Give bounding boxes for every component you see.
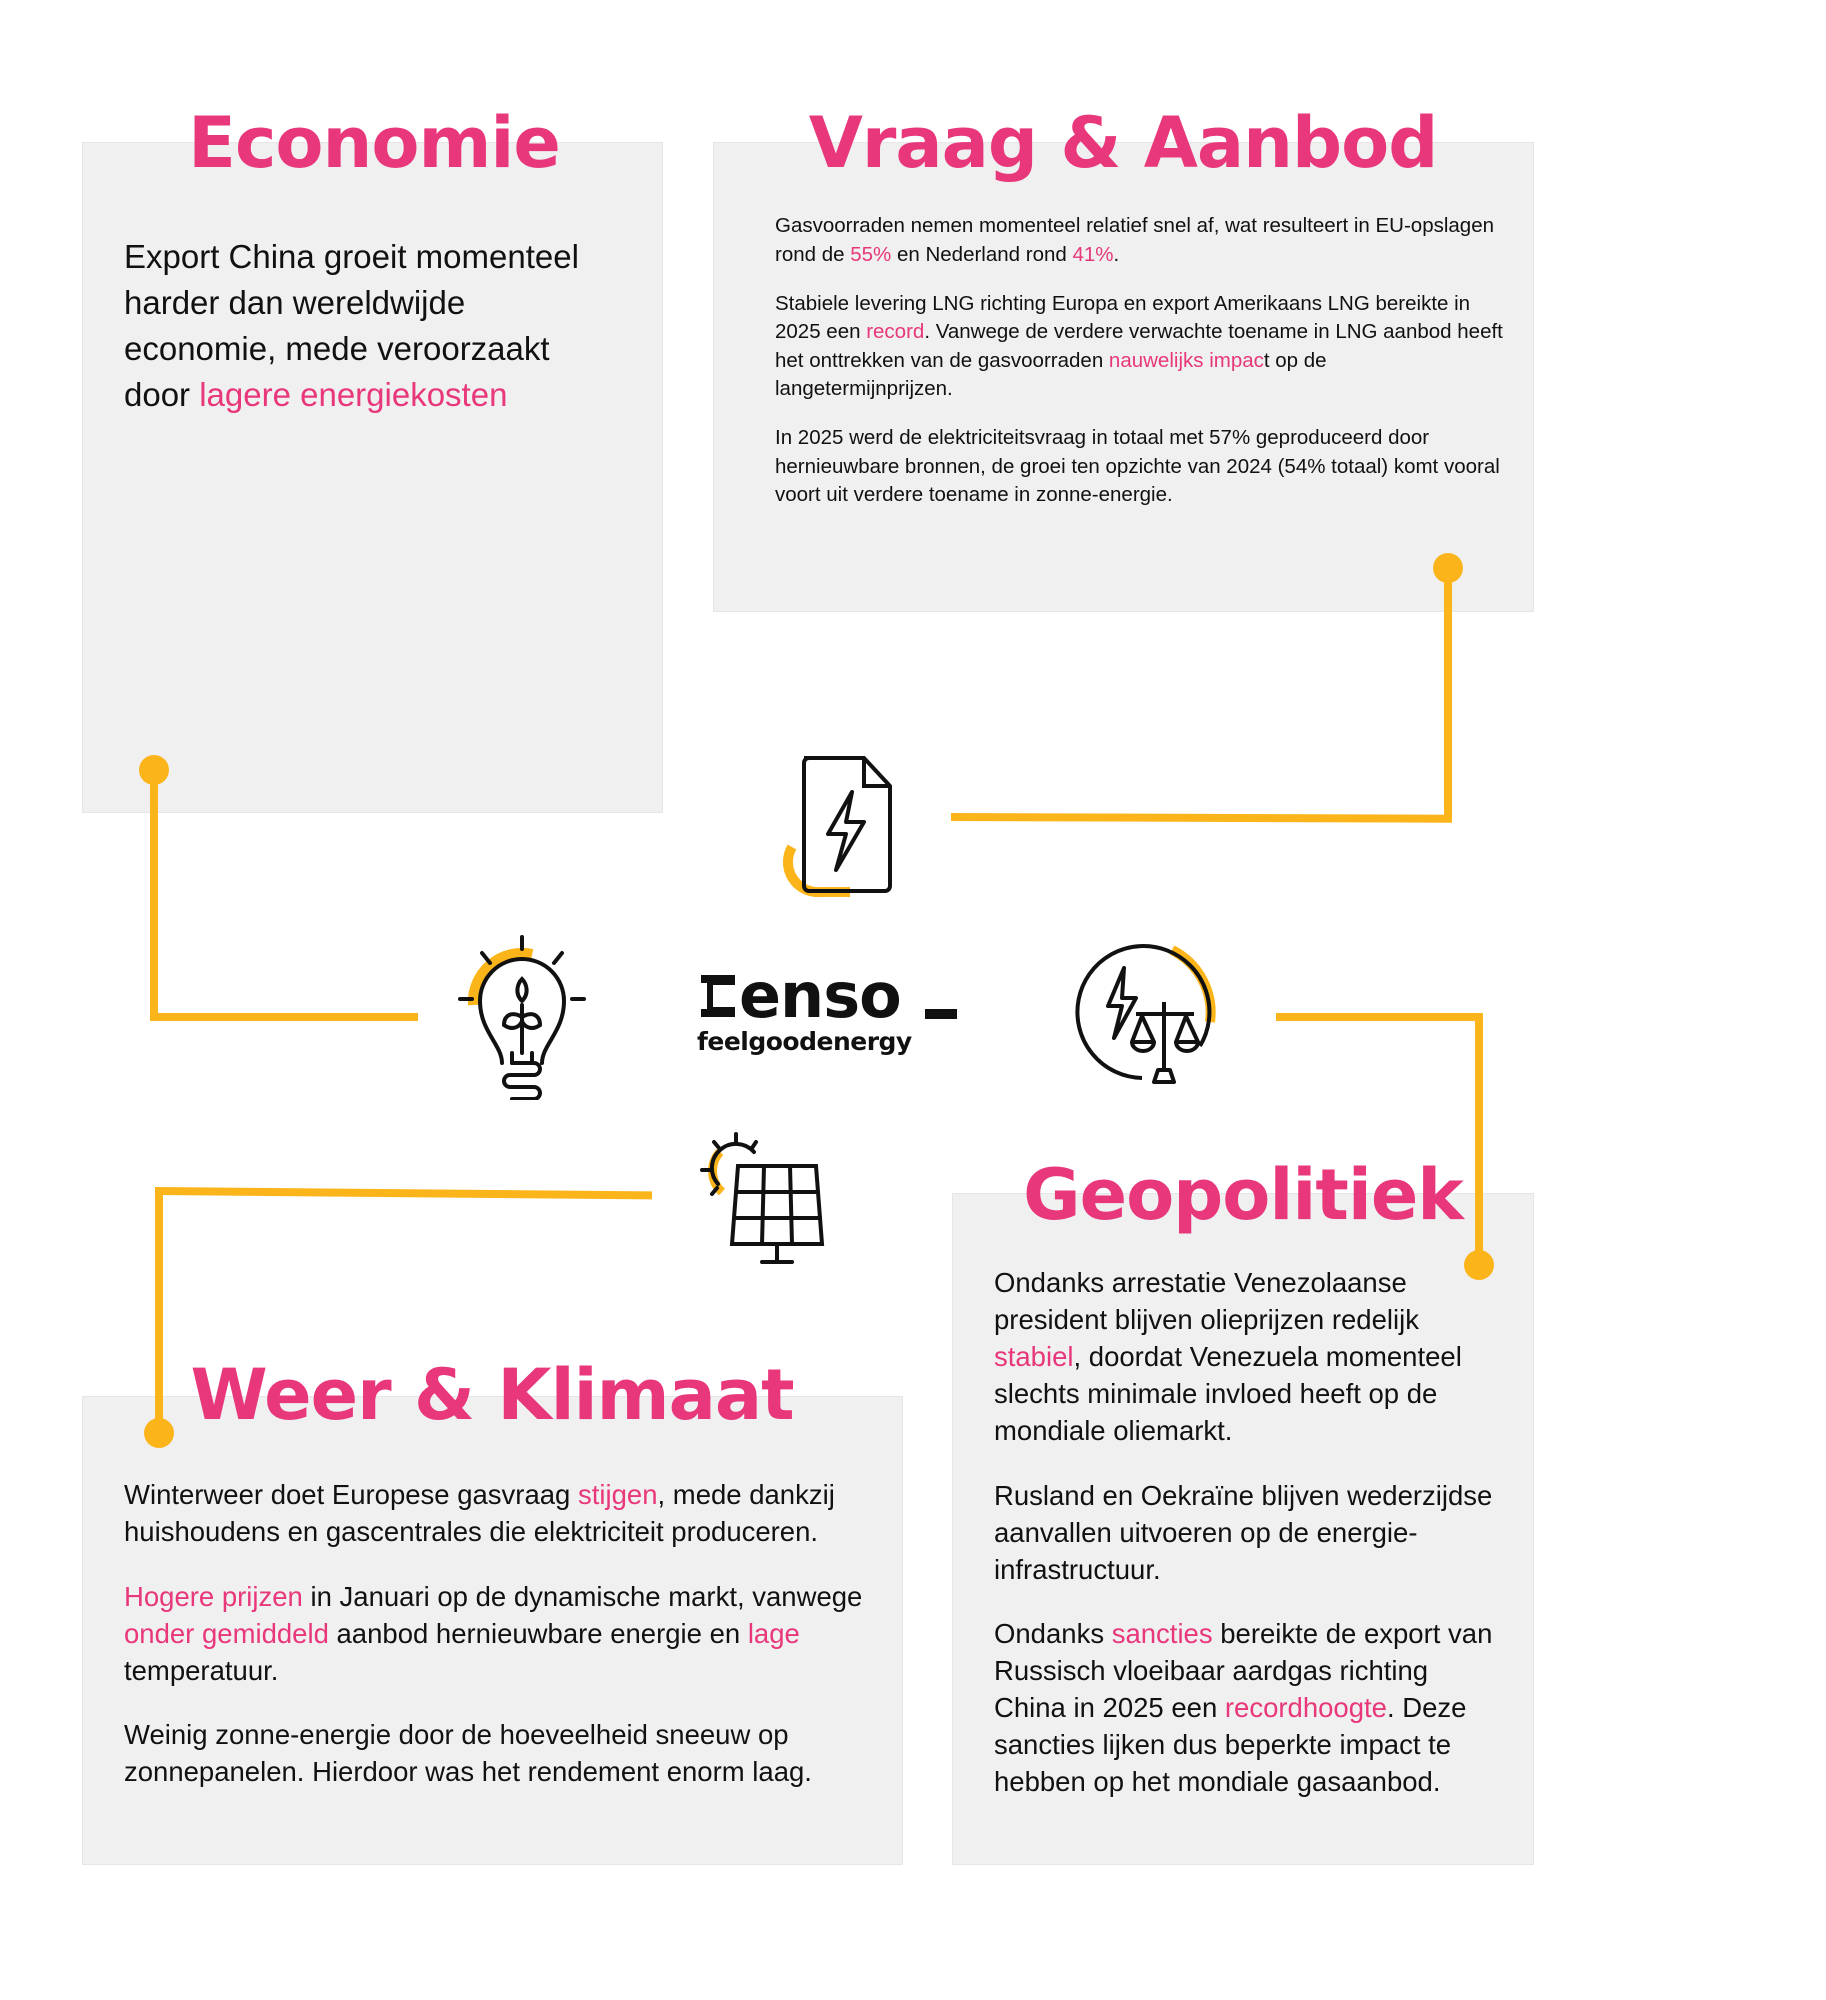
text-segment: en Nederland rond <box>891 242 1073 266</box>
text-segment: , doordat Venezuela momenteel slechts minimale invloed heeft op de mondiale oliemarkt. <box>994 1341 1462 1446</box>
weer-klimaat-title: Weer & Klimaat <box>190 1354 794 1436</box>
lightbulb-plant-icon <box>452 935 592 1100</box>
text-segment: Rusland en Oekraïne blijven wederzijdse aanvallen uitvoeren op de energie-infrastructuur. <box>994 1479 1493 1585</box>
text-segment: t op de langetermijnprijzen. <box>775 348 1327 400</box>
paragraph <box>124 1578 884 1689</box>
text-segment: Ondanks arrestatie Venezolaanse president blijven olieprijzen redelijk <box>994 1267 1419 1335</box>
paragraph <box>775 212 1505 269</box>
highlighted-text: stijgen <box>578 1479 658 1510</box>
censo-logo-mark <box>697 965 962 1027</box>
text-segment: . Deze sancties lijken dus beperkte impact te hebben op het mondiale gasaanbod. <box>994 1692 1467 1797</box>
text-segment: . Vanwege de verdere verwachte toename in LNG aanbod heeft het onttrekken van de gasvoorraden <box>775 320 1503 372</box>
highlighted-text: onder gemiddeld <box>124 1617 329 1649</box>
text-segment: Stabiele levering LNG richting Europa en export Amerikaans LNG bereikte in 2025 een <box>775 291 1471 343</box>
svg-text:enso: enso <box>739 965 901 1027</box>
vraag-aanbod-title: Vraag & Aanbod <box>808 102 1438 184</box>
paragraph <box>775 290 1505 404</box>
censo-logo <box>697 965 962 1065</box>
geopolitiek-title: Geopolitiek <box>1023 1154 1463 1236</box>
vraag-aanbod-text <box>775 212 1505 530</box>
highlighted-text: record <box>866 320 925 343</box>
text-segment: Winterweer doet Europese gasvraag <box>124 1479 578 1510</box>
text-segment: in Januari op de dynamische markt, vanwege <box>302 1580 863 1612</box>
paragraph <box>994 1477 1504 1588</box>
highlighted-text: sancties <box>1111 1618 1213 1649</box>
paragraph <box>994 1615 1504 1800</box>
highlighted-text: Hogere prijzen <box>124 1580 303 1612</box>
highlighted-text: 55% <box>850 242 892 266</box>
energy-document-icon <box>780 752 900 902</box>
paragraph <box>994 1264 1504 1449</box>
text-segment: In 2025 werd de elektriciteitsvraag in totaal met 57% geproduceerd door hernieuwbare bronnen, de groei ten opzichte van 2024 (54% totaal) komt vooral voort uit verdere toename in zonne-energie. <box>775 426 1500 506</box>
paragraph <box>124 234 624 418</box>
text-segment: Export China groeit momenteel harder dan wereldwijde economie, mede veroorzaakt door <box>124 238 579 413</box>
text-segment: Gasvoorraden nemen momenteel relatief snel af, wat resulteert in EU-opslagen rond de <box>775 214 1495 266</box>
paragraph <box>775 424 1505 510</box>
paragraph <box>124 1476 884 1550</box>
weer-klimaat-text <box>124 1476 884 1818</box>
highlighted-text: stabiel <box>994 1341 1074 1372</box>
highlighted-text: 41% <box>1072 242 1114 266</box>
text-segment: Ondanks <box>994 1618 1112 1649</box>
text-segment: , mede dankzij huishoudens en gascentrales die elektriciteit produceren. <box>124 1479 835 1547</box>
energy-balance-scale-icon <box>1072 942 1222 1092</box>
solar-panel-icon <box>700 1132 835 1267</box>
text-segment: Weinig zonne-energie door de hoeveelheid sneeuw op zonnepanelen. Hierdoor was het rendement enorm laag. <box>124 1719 812 1787</box>
logo-tagline: feelgoodenergy <box>697 1027 912 1056</box>
text-segment: aanbod hernieuwbare energie en <box>328 1617 748 1649</box>
economie-text <box>124 234 624 451</box>
highlighted-text: recordhoogte <box>1224 1692 1387 1723</box>
highlighted-text: nauwelijks impac <box>1108 348 1264 372</box>
text-segment: temperatuur. <box>124 1654 279 1686</box>
text-segment: . <box>1113 242 1120 266</box>
highlighted-text: lage <box>747 1617 800 1649</box>
highlighted-text: lagere energiekosten <box>199 376 508 413</box>
economie-title: Economie <box>188 102 560 184</box>
text-segment: bereikte de export van Russisch vloeibaar aardgas richting China in 2025 een <box>994 1618 1493 1723</box>
geopolitiek-text <box>994 1264 1504 1828</box>
paragraph <box>124 1716 884 1790</box>
